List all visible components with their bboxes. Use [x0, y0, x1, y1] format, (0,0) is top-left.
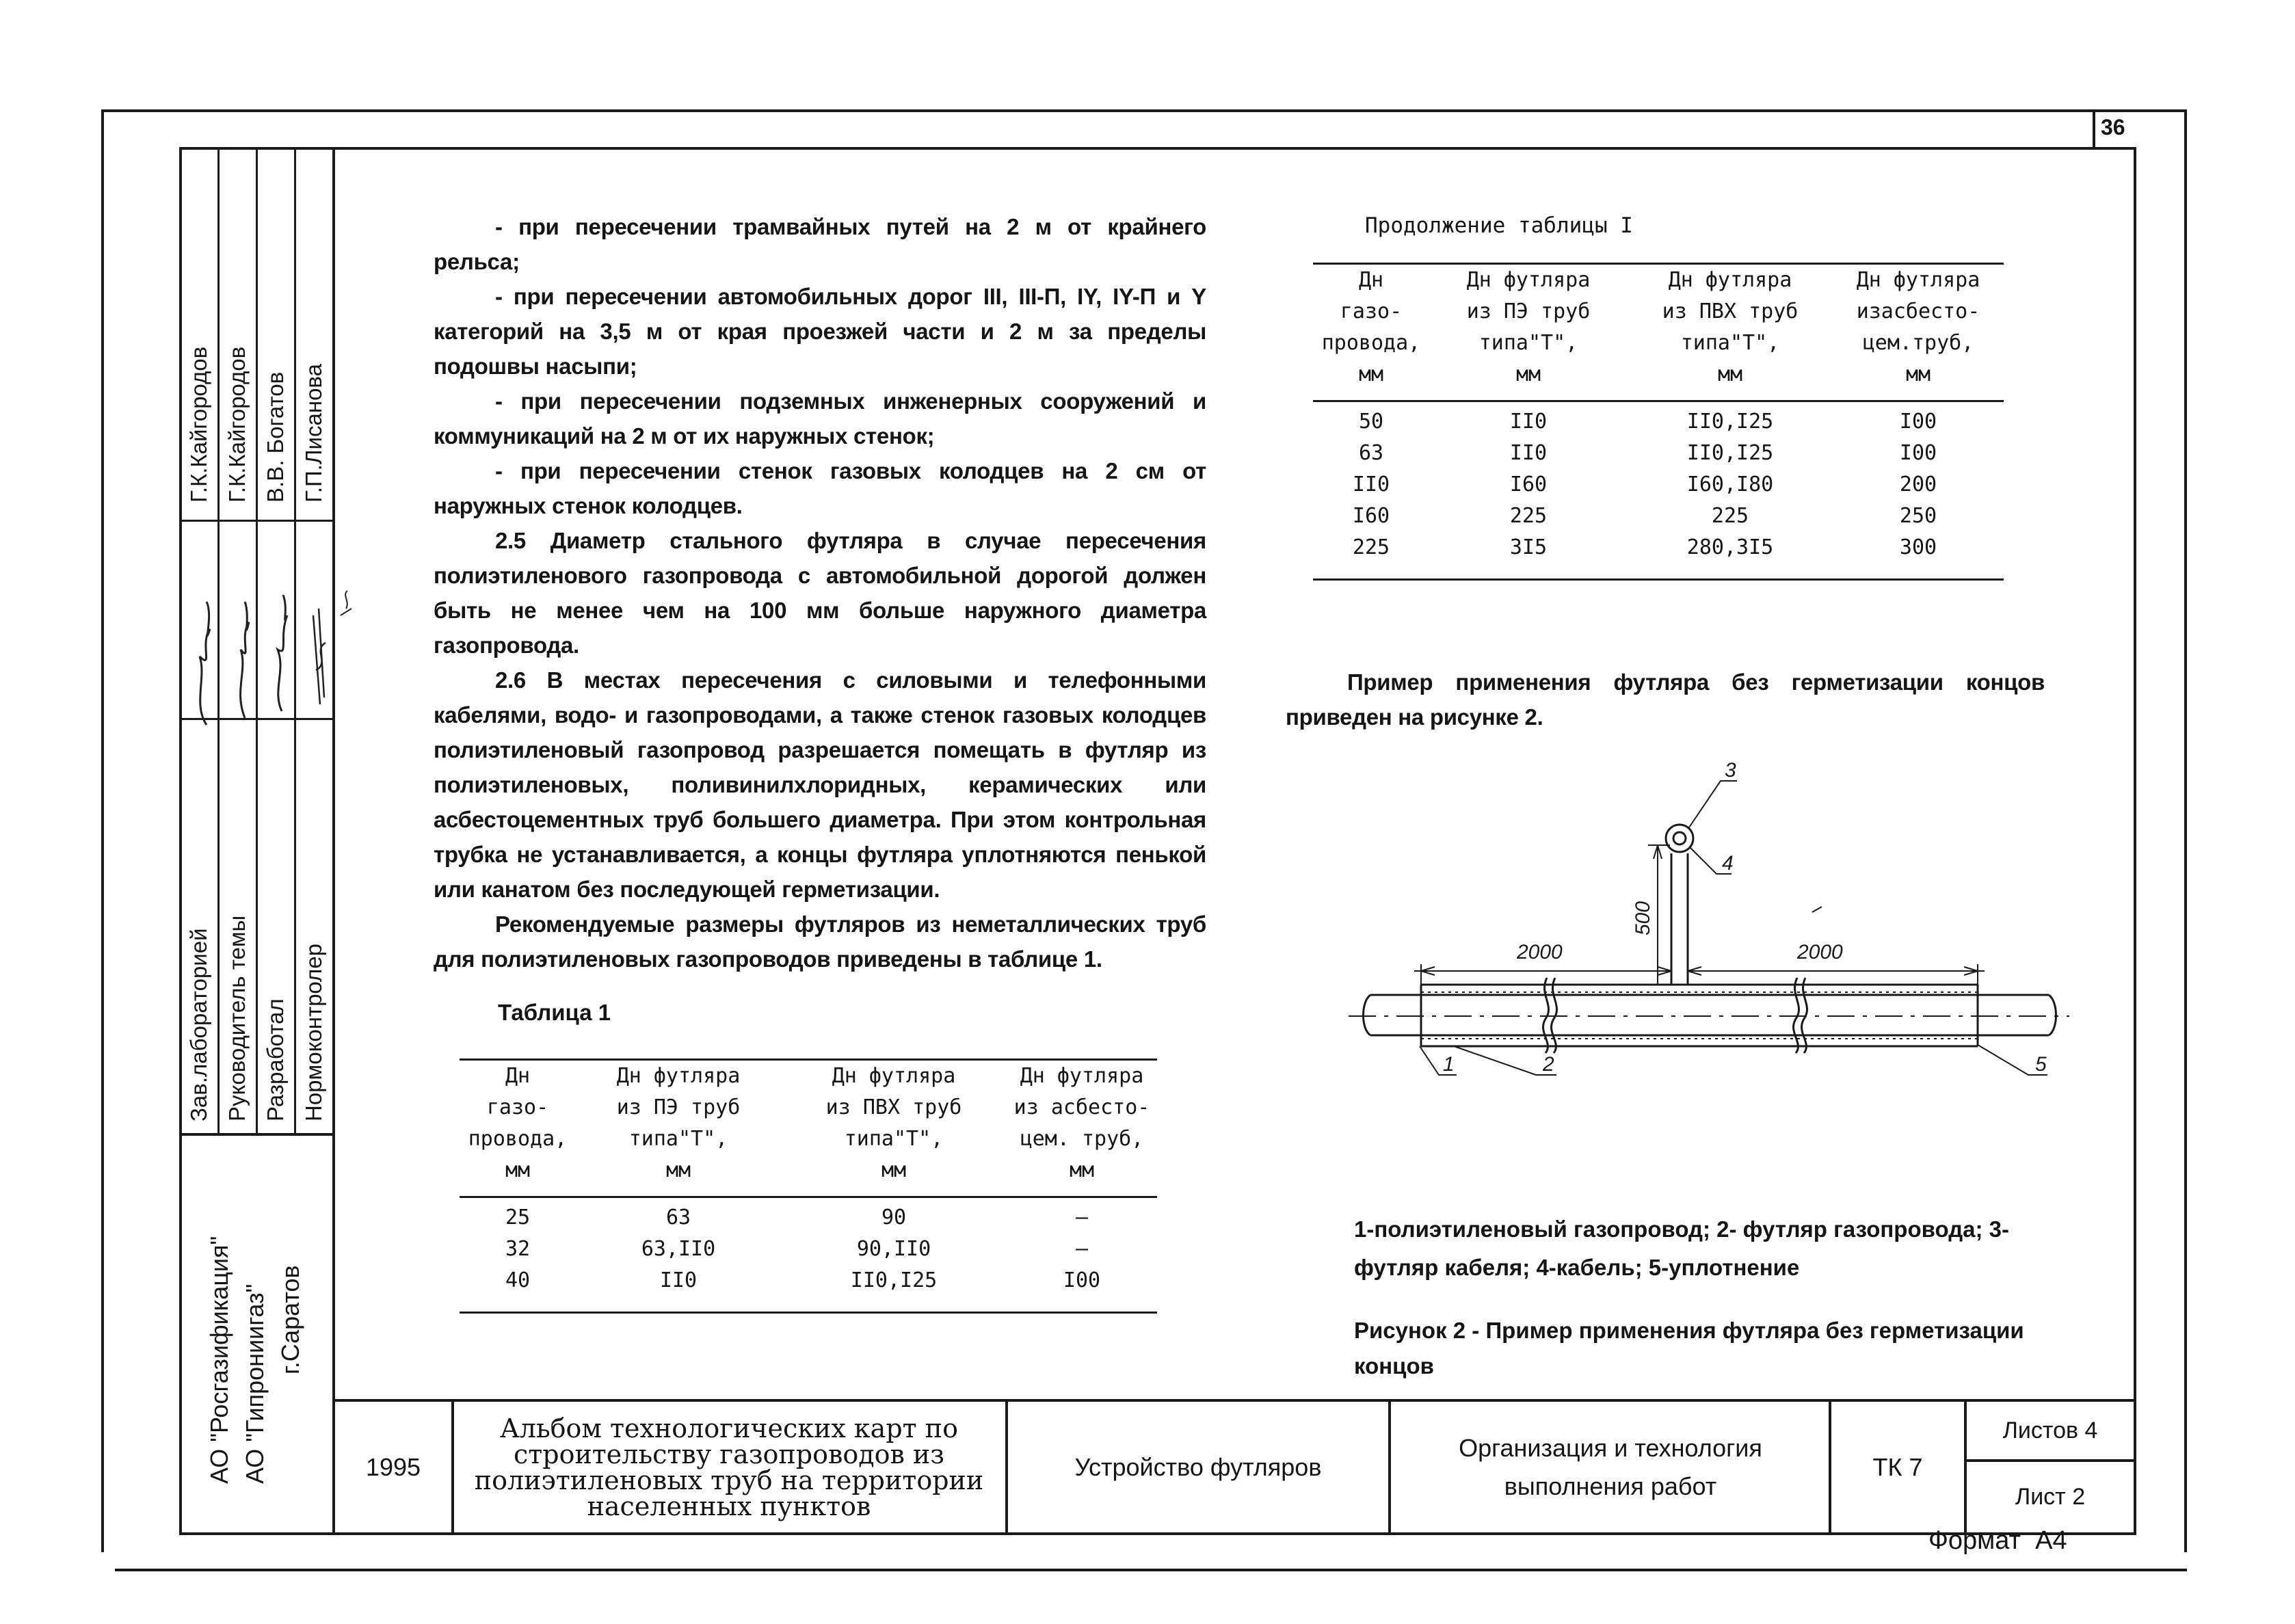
callout-3: 3: [1725, 759, 1736, 782]
title-section: Организация и технология выполнения работ: [1459, 1433, 1762, 1500]
table-row: [460, 1234, 1157, 1265]
table1: [460, 1059, 1157, 1314]
inner-frame-left: [179, 147, 182, 1535]
table-row: [1313, 401, 2004, 438]
table-cell: 50: [1358, 410, 1384, 434]
table-cell: 32: [505, 1237, 531, 1261]
table-cell: I00: [1063, 1268, 1101, 1292]
table-cell: 300: [1899, 535, 1937, 559]
table-cont-caption: Продолжение таблицы I: [1365, 213, 1633, 238]
table-cont-header-cell: Дн футляра изасбесто- цем.труб, мм: [1856, 268, 1980, 386]
signatures: [179, 588, 377, 766]
table-cell: 3I5: [1509, 535, 1548, 559]
title-year: 1995: [365, 1452, 421, 1481]
paragraph-2-5: 2.5 Диаметр стального футляра в случае пересечения полиэтиленового газопровода с автомобильной дорогой должен быть не менее чем на 100 мм больше наружного диаметра газопровода.: [434, 528, 1206, 658]
table-row: [460, 1265, 1157, 1313]
table-cell: II0: [659, 1268, 698, 1292]
table-cell: I60: [1352, 504, 1390, 528]
table-cont-header-cell: Дн футляра из ПЭ труб типа"Т", мм: [1466, 268, 1591, 386]
table-cell: 280,3I5: [1686, 535, 1774, 559]
table1-header-cell: Дн футляра из ПВХ труб типа"Т", мм: [825, 1064, 962, 1182]
callout-1: 1: [1443, 1053, 1455, 1076]
table-row: [460, 1197, 1157, 1234]
table1-header-cell: Дн футляра из асбесто- цем. труб, мм: [1013, 1064, 1150, 1182]
table-cell: 225: [1711, 504, 1749, 528]
table-cell: 90: [881, 1206, 907, 1229]
table-cont-header-cell: Дн газо- провода, мм: [1321, 268, 1421, 386]
table-cell: 25: [505, 1206, 531, 1229]
dim-vertical-label: 500: [1632, 901, 1654, 935]
figure-legend: 1-полиэтиленовый газопровод; 2- футляр газопровода; 3-футляр кабеля; 4-кабель; 5-уплотнение: [1354, 1216, 2009, 1280]
table-cell: II0: [1509, 410, 1548, 434]
paragraph-2-6: 2.6 В местах пересечения с силовыми и телефонными кабелями, водо- и газопроводами, а также стенок газовых колодцев полиэтиленовый газопровод разрешается помещать в футляр из полиэтиленовых, поливинилхлоридных, керамических или асбестоцементных труб большего диаметра. При этом контрольная трубка не устанавливается, а концы футляра уплотняются пенькой или канатом без последующей герметизации.: [434, 667, 1206, 902]
sidebar-role-4: Нормоконтролер: [301, 943, 326, 1121]
callout-2: 2: [1543, 1053, 1554, 1076]
sidebar-name-1: Г.К.Кайгородов: [186, 346, 211, 503]
table-continuation: [1313, 263, 2004, 581]
table-cell: 200: [1899, 472, 1937, 496]
table-cell: I60: [1509, 472, 1548, 496]
table-cell: II0,I25: [1686, 441, 1774, 465]
sidebar-name-2: Г.К.Кайгородов: [224, 346, 250, 503]
table-row: [1313, 532, 2004, 580]
table-cell: 225: [1509, 504, 1548, 528]
sidebar-h-3: [179, 1133, 334, 1136]
title-code: ТК 7: [1872, 1452, 1923, 1481]
table-cell: 90,II0: [856, 1237, 931, 1261]
table-row: [1313, 438, 2004, 469]
sidebar-right-edge: [332, 147, 335, 1535]
table-cell: II0,I25: [1686, 410, 1774, 434]
figure-caption: Рисунок 2 - Пример применения футляра без герметизации концов: [1354, 1318, 2024, 1379]
table-row: [1313, 469, 2004, 501]
title-sheets-total: Листов 4: [2002, 1417, 2098, 1443]
page-number: 36: [2101, 115, 2125, 139]
table-cell: II0: [1352, 472, 1390, 496]
table1-header: [460, 1060, 1157, 1197]
table-cell: –: [1075, 1237, 1089, 1261]
callout-5: 5: [2035, 1053, 2047, 1076]
title-block-v-1: [451, 1399, 454, 1535]
sidebar-org-2: АО "Гипрониигаз": [241, 1283, 269, 1484]
sidebar-org-3: г.Саратов: [276, 1265, 304, 1374]
outer-frame-top: [101, 109, 2187, 112]
paragraph-underground: - при пересечении подземных инженерных сооружений и коммуникаций на 2 м от их наружных стенок;: [434, 388, 1206, 449]
title-sheet-number: Лист 2: [2015, 1484, 2086, 1510]
outer-frame-left: [101, 109, 104, 1552]
paragraph-recommended: Рекомендуемые размеры футляров из неметаллических труб для полиэтиленовых газопроводов приведены в таблице 1.: [434, 911, 1206, 972]
table-cell: II0: [1509, 441, 1548, 465]
page-number-box-left: [2093, 109, 2095, 150]
figure-intro: Пример применения футляра без герметизации концов приведен на рисунке 2.: [1286, 669, 2045, 730]
table-cell: 63: [665, 1206, 691, 1229]
sidebar-role-1: Зав.лабораторией: [186, 928, 211, 1121]
table-cell: I00: [1899, 410, 1937, 434]
table-cont-header-cell: Дн футляра из ПВХ труб типа"Т", мм: [1662, 268, 1799, 386]
format-label: Формат А4: [1928, 1526, 2067, 1555]
title-subject: Устройство футляров: [1074, 1452, 1322, 1481]
table-cell: 63,II0: [641, 1237, 716, 1261]
sidebar-name-3: В.В. Богатов: [263, 371, 288, 503]
paragraph-wells: - при пересечении стенок газовых колодцев на 2 см от наружных стенок колодцев.: [434, 458, 1206, 518]
paragraph-roads: - при пересечении автомобильных дорог III, III-П, IY, IY-П и Y категорий на 3,5 м от края проезжей части и 2 м за пределы подошвы насыпи;: [434, 284, 1206, 379]
dim-right-label: 2000: [1797, 941, 1843, 963]
table1-header-cell: Дн футляра из ПЭ труб типа"Т", мм: [616, 1064, 741, 1182]
callout-4: 4: [1722, 852, 1734, 875]
outer-frame-right: [2184, 109, 2187, 1552]
table-cont-header: [1313, 264, 2004, 401]
body-text: [434, 209, 1206, 976]
table-cell: I00: [1899, 441, 1937, 465]
table-cell: II0,I25: [850, 1268, 938, 1292]
table-cell: 225: [1352, 535, 1390, 559]
inner-frame-top: [179, 147, 2136, 150]
cable-circle: [1673, 832, 1686, 844]
table-cell: 63: [1358, 441, 1384, 465]
sidebar-role-3: Разработал: [263, 998, 288, 1121]
paragraph-tram: - при пересечении трамвайных путей на 2 м от крайнего рельса;: [434, 214, 1206, 274]
sidebar-role-2: Руководитель темы: [224, 915, 250, 1121]
sidebar-h-1: [179, 520, 334, 522]
table1-header-cell: Дн газо- провода, мм: [468, 1064, 568, 1182]
sidebar-name-4: Г.П.Лисанова: [301, 364, 326, 503]
table-cell: –: [1075, 1206, 1089, 1229]
sidebar-org-1: АО "Росгазификация": [205, 1236, 233, 1484]
inner-frame-bottom: [179, 1532, 2136, 1535]
table1-caption: Таблица 1: [498, 1000, 611, 1025]
title-block-v-3: [1388, 1399, 1391, 1535]
outer-frame-bottom: [115, 1569, 2187, 1571]
cable-sleeve-circle: [1666, 825, 1693, 852]
dim-left-label: 2000: [1517, 941, 1563, 963]
table-cell: 40: [505, 1268, 531, 1292]
table-cell: I60,I80: [1686, 472, 1774, 496]
pipe-sleeve-drawing: [1340, 759, 2072, 1108]
title-album: Альбом технологических карт по строительству газопроводов из полиэтиленовых труб на территории населенных пунктов: [474, 1413, 984, 1521]
inner-frame-right: [2134, 147, 2136, 1535]
table-cell: 250: [1899, 504, 1937, 528]
title-block-v-2: [1005, 1399, 1008, 1535]
table-row: [1313, 501, 2004, 532]
